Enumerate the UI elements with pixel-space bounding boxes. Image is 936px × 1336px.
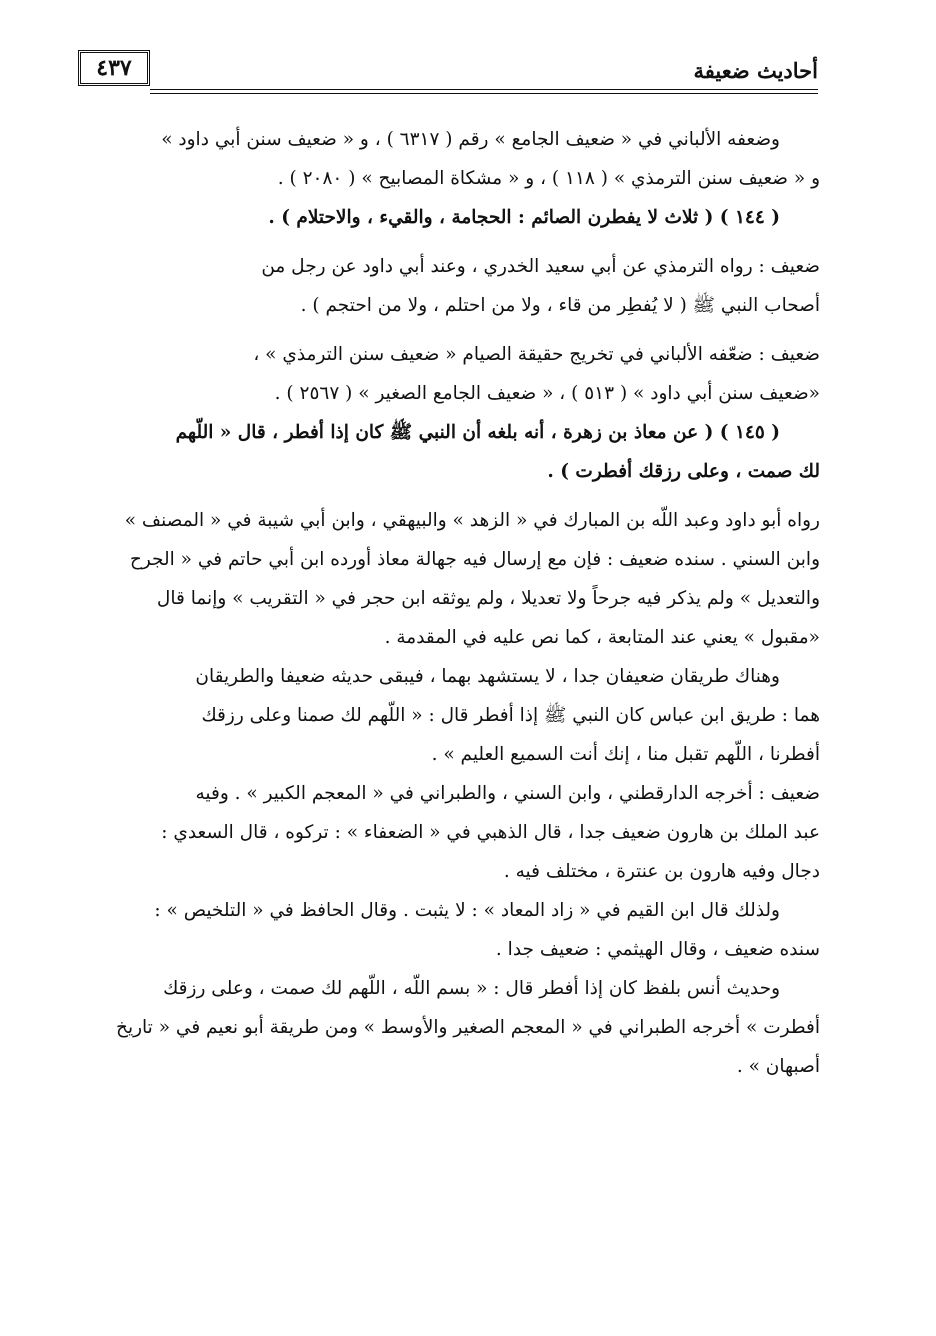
body-paragraph (72, 120, 820, 198)
text-line: هما : طريق ابن عباس كان النبي ﷺ إذا أفطر قال : « اللّهم لك صمنا وعلى رزقك (201, 705, 820, 726)
page-header (70, 40, 818, 96)
text-line: «ضعيف سنن أبي داود » ( ٥١٣ ) ، « ضعيف الجامع الصغير » ( ٢٥٦٧ ) . (274, 383, 820, 404)
text-line: أفطرت » أخرجه الطبراني في « المعجم الصغير والأوسط » ومن طريقة أبو نعيم في « تاريخ (116, 1017, 820, 1038)
text-line: و « ضعيف سنن الترمذي » ( ١١٨ ) ، و « مشكاة المصابيح » ( ٢٠٨٠ ) . (277, 168, 820, 189)
text-line: ( ١٤٥ ) ( عن معاذ بن زهرة ، أنه بلغه أن النبي ﷺ كان إذا أفطر ، قال « اللّهم (175, 422, 780, 443)
body-paragraph (72, 891, 820, 969)
text-line: ضعيف : رواه الترمذي عن أبي سعيد الخدري ، وعند أبي داود عن رجل من (261, 256, 820, 277)
hadith-paragraph (72, 198, 820, 237)
text-line: أصحاب النبي ﷺ ( لا يُفطِر من قاء ، ولا من احتلم ، ولا من احتجم ) . (300, 295, 820, 316)
text-line: رواه أبو داود وعبد اللّه بن المبارك في « الزهد » والبيهقي ، وابن أبي شيبة في « المصنف » (124, 510, 820, 531)
text-line: لك صمت ، وعلى رزقك أفطرت ) . (547, 461, 820, 482)
text-line: وضعفه الألباني في « ضعيف الجامع » رقم ( ٦٣١٧ ) ، و « ضعيف سنن أبي داود » (161, 129, 780, 150)
body-paragraph (72, 657, 820, 774)
text-line: دجال وفيه هارون بن عنترة ، مختلف فيه . (503, 861, 820, 882)
text-line: أصبهان » . (736, 1056, 820, 1077)
body-paragraph (72, 335, 820, 413)
page-body (72, 120, 820, 1086)
hadith-paragraph (72, 413, 820, 491)
text-line: ضعيف : أخرجه الدارقطني ، وابن السني ، والطبراني في « المعجم الكبير » . وفيه (195, 783, 820, 804)
text-line: عبد الملك بن هارون ضعيف جدا ، قال الذهبي في « الضعفاء » : تركوه ، قال السعدي : (161, 822, 820, 843)
text-line: وابن السني . سنده ضعيف : فإن مع إرسال فيه جهالة معاذ أورده ابن أبي حاتم في « الجرح (129, 549, 820, 570)
running-title: أحاديث ضعيفة (693, 58, 818, 83)
text-line: وهناك طريقان ضعيفان جدا ، لا يستشهد بهما ، فيبقى حديثه ضعيفا والطريقان (195, 666, 780, 687)
page-number: ٤٣٧ (78, 50, 150, 86)
text-line: أفطرنا ، اللّهم تقبل منا ، إنك أنت السميع العليم » . (431, 744, 820, 765)
text-line: «مقبول » يعني عند المتابعة ، كما نص عليه في المقدمة . (384, 627, 820, 648)
text-line: ( ١٤٤ ) ( ثلاث لا يفطرن الصائم : الحجامة ، والقيء ، والاحتلام ) . (268, 207, 780, 228)
body-paragraph (72, 501, 820, 657)
text-line: ولذلك قال ابن القيم في « زاد المعاد » : لا يثبت . وقال الحافظ في « التلخيص » : (154, 900, 780, 921)
text-line: والتعديل » ولم يذكر فيه جرحاً ولا تعديلا ، ولم يوثقه ابن حجر في « التقريب » وإنما قال (156, 588, 820, 609)
body-paragraph (72, 774, 820, 891)
text-line: سنده ضعيف ، وقال الهيثمي : ضعيف جدا . (495, 939, 820, 960)
text-line: وحديث أنس بلفظ كان إذا أفطر قال : « بسم اللّه ، اللّهم لك صمت ، وعلى رزقك (163, 978, 780, 999)
text-line: ضعيف : ضعّفه الألباني في تخريج حقيقة الصيام « ضعيف سنن الترمذي » ، (253, 344, 820, 365)
body-paragraph (72, 969, 820, 1086)
header-rule (150, 89, 818, 94)
body-paragraph (72, 247, 820, 325)
